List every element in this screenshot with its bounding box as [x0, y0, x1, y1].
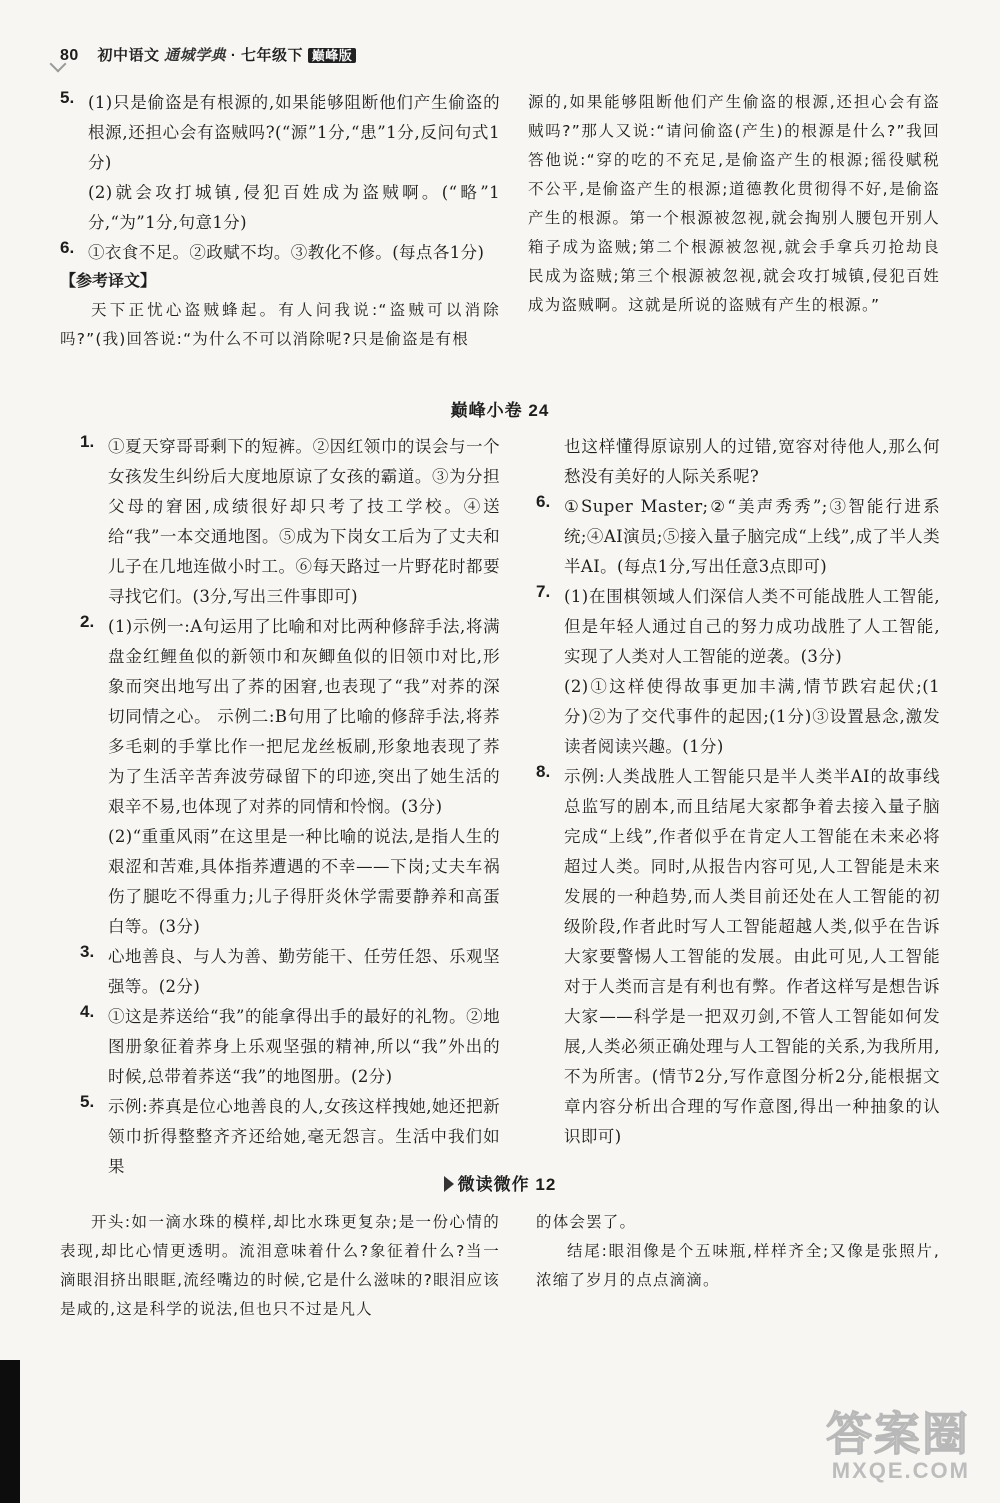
item-number: 2. [80, 612, 95, 631]
answer-text: (1)示例一:A句运用了比喻和对比两种修辞手法,将满盘金红鲤鱼似的新领巾和灰鲫鱼似的旧领巾对比,形象而突出地写出了荞的困窘,也表现了“我”对荞的深切同情之心。 示例二:B句用了比喻的修辞手法,将荞多毛刺的手掌比作一把尼龙丝板刷,形象地表现了荞为了生活辛苦奔波劳碌留下的印迹,突出了她生活的艰辛不易,也体现了对荞的同情和怜悯。(3分) [108, 617, 500, 816]
reference-translation-title: 【参考译文】 [60, 273, 157, 290]
answer-text: ①这是荞送给“我”的能拿得出手的最好的礼物。②地图册象征着荞身上乐观坚强的精神,所以“我”外出的时候,总带着荞送“我”的地图册。(2分) [108, 1007, 500, 1086]
section3-right-column [536, 1208, 940, 1295]
watermark-logo: 答案圈 [826, 1408, 970, 1460]
answer-item [60, 238, 500, 268]
writing-text: 的体会罢了。 [536, 1213, 637, 1231]
item-number: 5. [60, 88, 75, 107]
book-title: 初中语文 [97, 47, 160, 64]
answer-text: (2)就会攻打城镇,侵犯百姓成为盗贼啊。(“略”1分,“为”1分,句意1分) [88, 183, 500, 232]
item-number: 6. [60, 238, 75, 257]
answer-text: 示例:人类战胜人工智能只是半人类半AI的故事线总监写的剧本,而且结尾大家都争着去接入量子脑完成“上线”,作者似乎在肯定人工智能在未来必将超过人类。同时,从报告内容可见,人工智能是未来发展的一种趋势,而人类目前还处在人工智能的初级阶段,作者此时写人工智能超越人类,似乎在告诉大家要警惕人工智能的发展。由此可见,人工智能对于人类而言是有利也有弊。作者这样写是想告诉大家——科学是一把双刃剑,不管人工智能如何发展,人类必须正确处理与人工智能的关系,为我所用,不为所害。(情节2分,写作意图分析2分,能根据文章内容分析出合理的写作意图,得出一种抽象的认识即可) [564, 767, 940, 1146]
section-title-text: 微读微作 12 [457, 1175, 557, 1194]
item-number: 1. [80, 432, 95, 451]
top-right-column [528, 88, 940, 320]
translation-text: 天下正忧心盗贼蜂起。有人问我说:“盗贼可以消除吗?”(我)回答说:“为什么不可以消除呢?只是偷盗是有根 [60, 301, 500, 348]
section2-right-column [536, 432, 940, 1152]
answer-item [80, 432, 500, 612]
answer-text: (2)“重重风雨”在这里是一种比喻的说法,是指人生的艰涩和苦难,具体指荞遭遇的不幸——下岗;丈夫车祸伤了腿吃不得重力;儿子得肝炎休学需要静养和高蛋白等。(3分) [108, 827, 500, 936]
answer-text: ①Super Master;②“美声秀秀”;③智能行进系统;④AI演员;⑤接入量子脑完成“上线”,成了半人类半AI。(每点1分,写出任意3点即可) [564, 497, 940, 576]
answer-text: (1)只是偷盗是有根源的,如果能够阻断他们产生偷盗的根源,还担心会有盗贼吗?(“源”1分,“患”1分,反问句式1分) [88, 93, 500, 172]
answer-text: (2)①这样使得故事更加丰满,情节跌宕起伏;(1分)②为了交代事件的起因;(1分)③设置悬念,激发读者阅读兴趣。(1分) [564, 677, 940, 756]
section3-left-column [60, 1208, 500, 1324]
answer-item [80, 942, 500, 1002]
item-number: 8. [536, 762, 551, 781]
section2-left-column [80, 432, 500, 1182]
writing-text: 结尾:眼泪像是个五味瓶,样样齐全;又像是张照片,浓缩了岁月的点点滴滴。 [536, 1242, 940, 1289]
item-number: 5. [80, 1092, 95, 1111]
answer-item [80, 1092, 500, 1182]
writing-text: 开头:如一滴水珠的模样,却比水珠更复杂;是一份心情的表现,却比心情更透明。流泪意味着什么?象征着什么?当一滴眼泪挤出眼眶,流经嘴边的时候,它是什么滋味的?眼泪应该是咸的,这是科学的说法,但也只不过是凡人 [60, 1213, 500, 1318]
edition-badge: 巅峰版 [308, 48, 357, 63]
answer-text: (1)在围棋领域人们深信人类不可能战胜人工智能,但是年轻人通过自己的努力成功战胜了人工智能,实现了人类对人工智能的逆袭。(3分) [564, 587, 940, 666]
page-number: 80 [60, 47, 79, 64]
grade-label: · 七年级下 [230, 47, 304, 64]
play-triangle-icon [444, 1176, 454, 1192]
page-header [60, 44, 356, 65]
item-number: 6. [536, 492, 551, 511]
watermark-url: MXQE.COM [831, 1458, 970, 1483]
series-logo: 通城学典 [164, 47, 227, 64]
section-title: 巅峰小卷 24 [450, 401, 550, 420]
answer-text: 示例:荞真是位心地善良的人,女孩这样拽她,她还把新领巾折得整整齐齐还给她,毫无怨言。生活中我们如果 [108, 1097, 500, 1176]
section-title [0, 1170, 1000, 1195]
answer-item [60, 88, 500, 178]
item-number: 7. [536, 582, 551, 601]
answer-item [80, 1002, 500, 1092]
answer-item [80, 612, 500, 822]
item-number: 4. [80, 1002, 95, 1021]
answer-item [536, 582, 940, 672]
answer-item [536, 492, 940, 582]
answer-text: ①衣食不足。②政赋不均。③教化不修。(每点各1分) [88, 243, 485, 262]
translation-text: 源的,如果能够阻断他们产生偷盗的根源,还担心会有盗贼吗?”那人又说:“请问偷盗(产生)的根源是什么?”我回答他说:“穿的吃的不充足,是偷盗产生的根源;徭役赋税不公平,是偷盗产生的根源;道德教化贯彻得不好,是偷盗产生的根源。第一个根源被忽视,就会掏别人腰包开别人箱子成为盗贼;第二个根源被忽视,就会手拿兵刃抢劫良民成为盗贼;第三个根源被忽视,就会攻打城镇,侵犯百姓成为盗贼啊。这就是所说的盗贼有产生的根源。” [528, 93, 940, 314]
item-number: 3. [80, 942, 95, 961]
answer-text: ①夏天穿哥哥剩下的短裤。②因红领巾的误会与一个女孩发生纠纷后大度地原谅了女孩的霸道。③为分担父母的窘困,成绩很好却只考了技工学校。④送给“我”一本交通地图。⑤成为下岗女工后为了丈夫和儿子在几地连做小时工。⑥每天路过一片野花时都要寻找它们。(3分,写出三件事即可) [108, 437, 500, 606]
page-edge-shadow [0, 1360, 20, 1503]
site-watermark [826, 1398, 970, 1484]
answer-item [536, 762, 940, 1152]
answer-text: 也这样懂得原谅别人的过错,宽容对待他人,那么何愁没有美好的人际关系呢? [564, 437, 940, 486]
top-left-column [60, 88, 500, 354]
answer-text: 心地善良、与人为善、勤劳能干、任劳任怨、乐观坚强等。(2分) [108, 947, 500, 996]
